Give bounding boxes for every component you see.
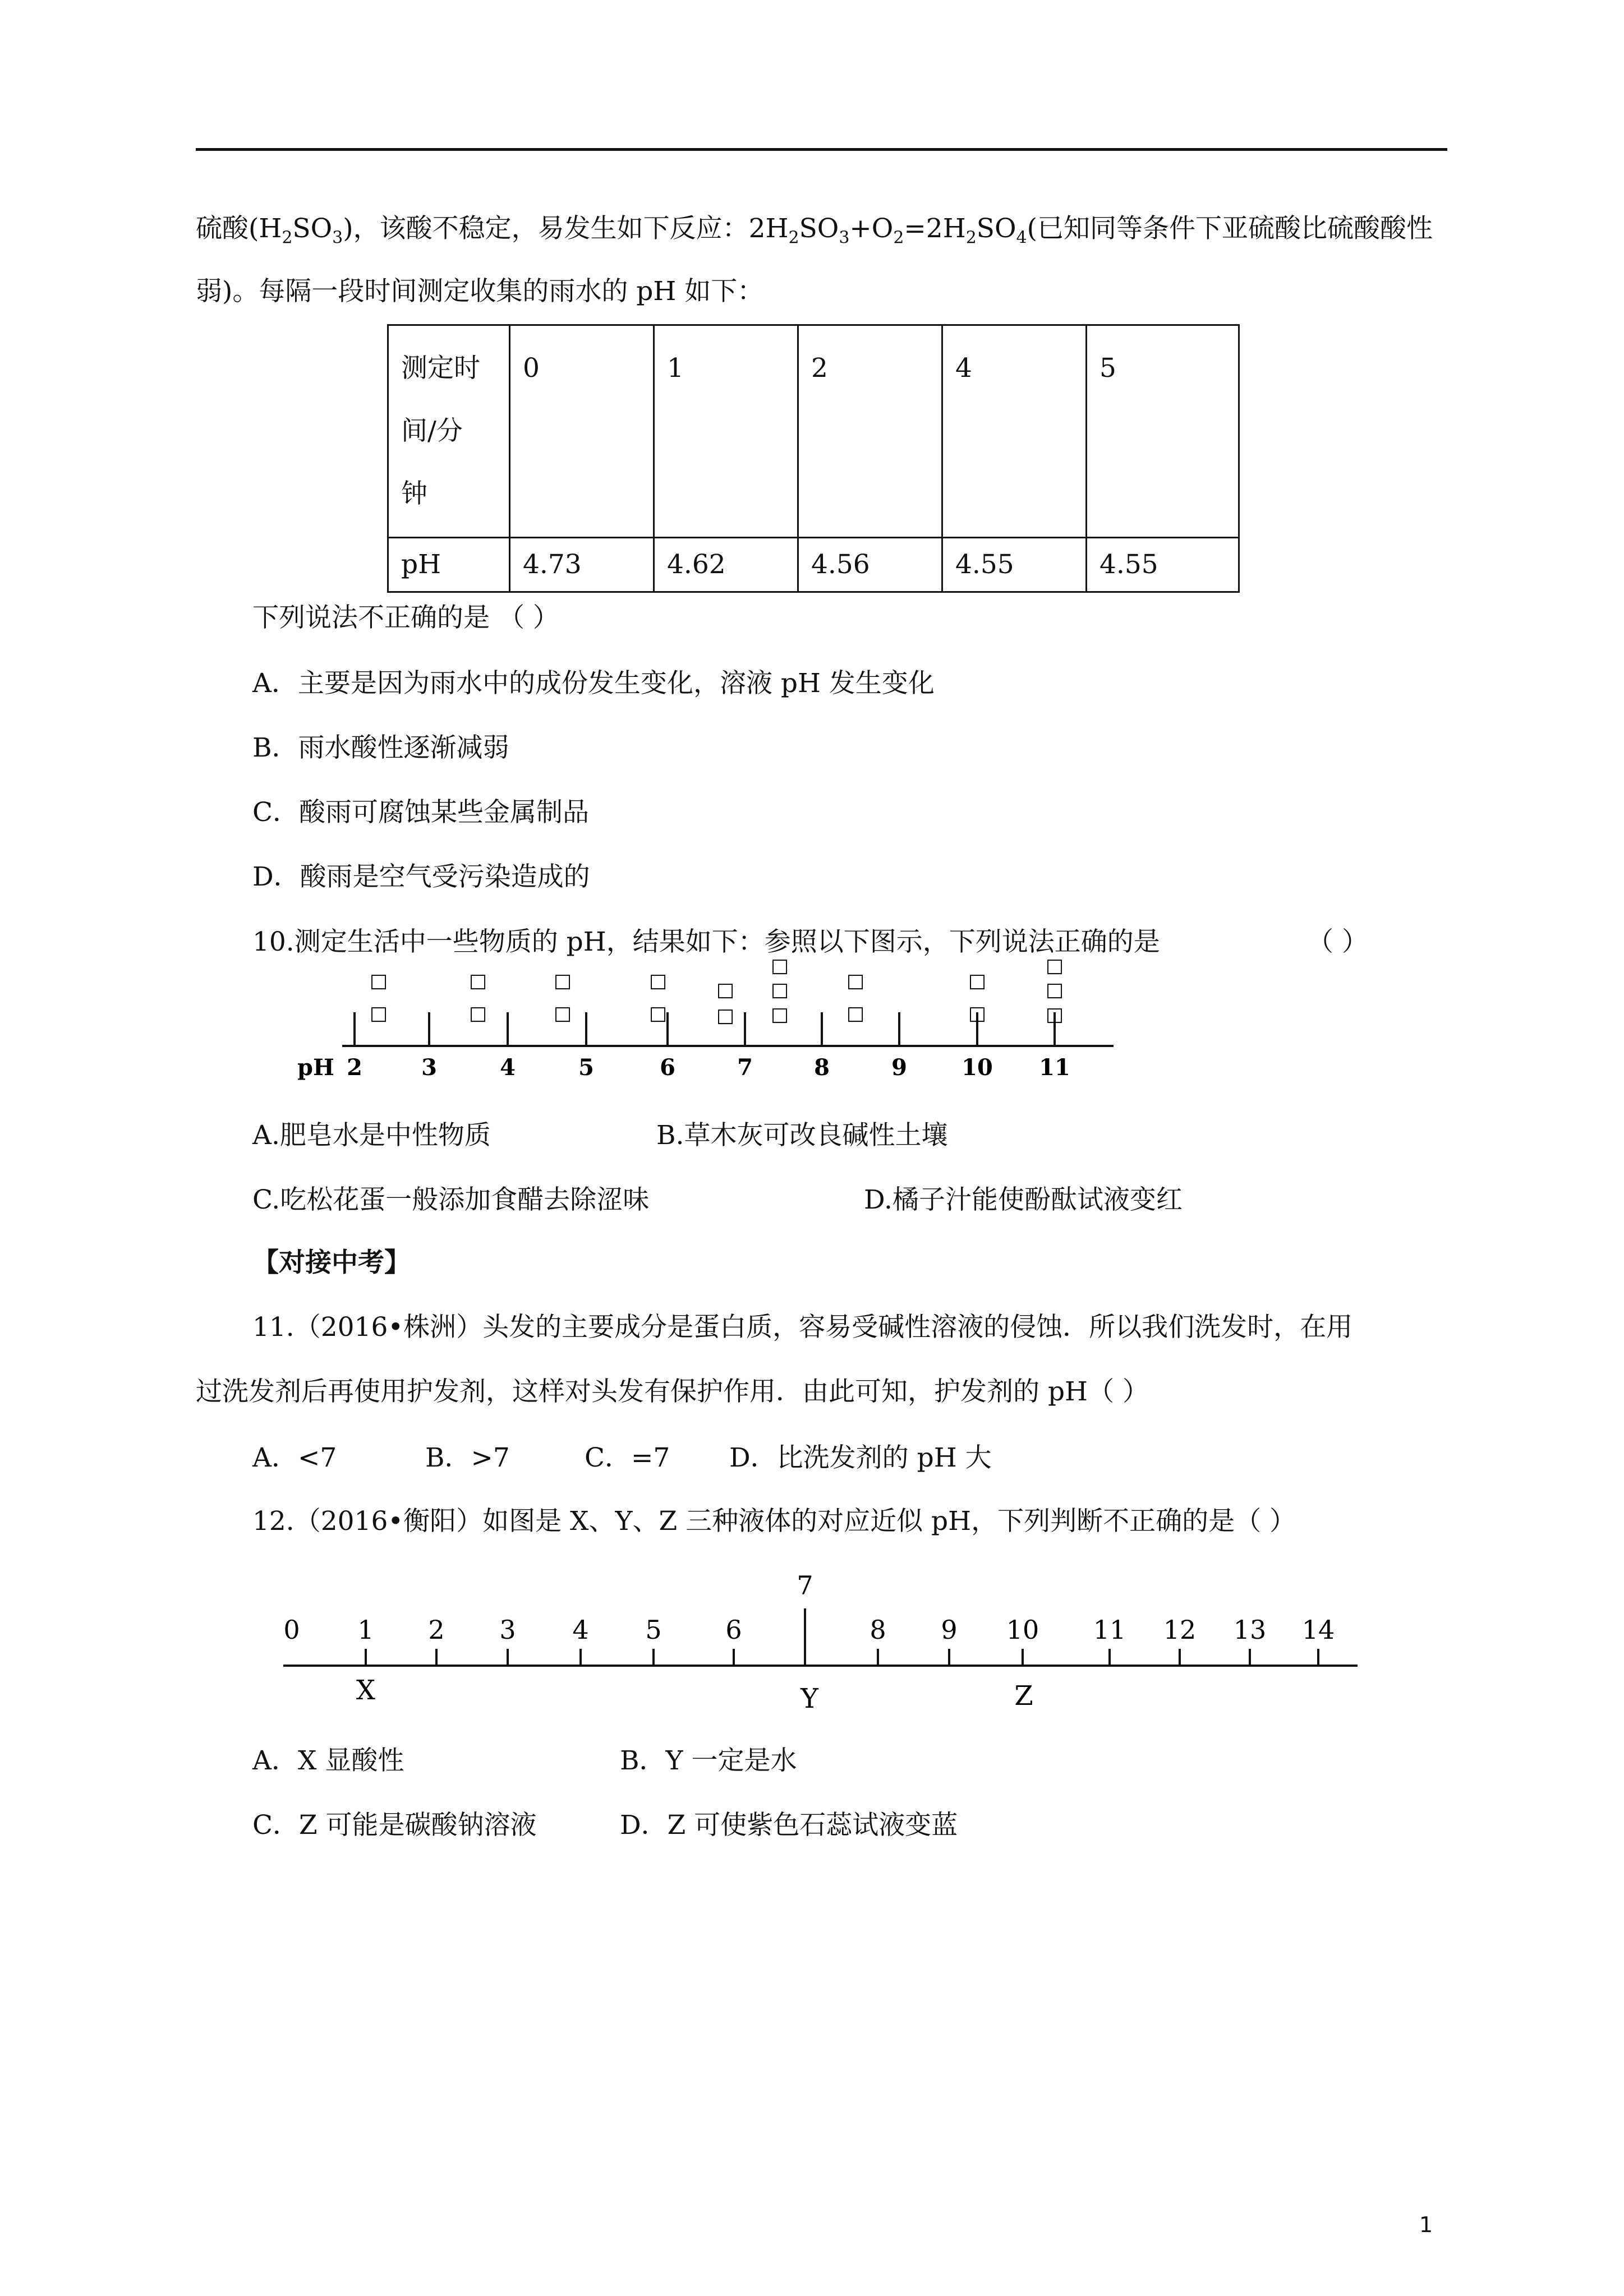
q11-option-c: C．=7	[585, 1442, 670, 1473]
q12-option-c: C．Z 可能是碳酸钠溶液	[252, 1810, 537, 1841]
q10-label-glyph: □	[648, 970, 668, 992]
q12-tick-label: 4	[572, 1615, 589, 1645]
q10-option-a: A.肥皂水是中性物质	[252, 1120, 491, 1151]
q10-answer-paren: （ ）	[1307, 926, 1368, 957]
q12-tick-label: 13	[1233, 1615, 1267, 1645]
q10-tick-label: 4	[500, 1054, 516, 1081]
q10-option-c: C.吃松花蛋一般添加食醋去除涩味	[252, 1184, 650, 1215]
q12-option-b: B．Y 一定是水	[620, 1745, 797, 1776]
q10-scale-label: pH	[297, 1054, 334, 1081]
q11-option-a: A．<7	[252, 1442, 337, 1473]
table-header-text: 间/分	[401, 416, 463, 446]
q10-stem: 10.测定生活中一些物质的 pH，结果如下：参照以下图示，下列说法正确的是	[252, 926, 1160, 957]
q12-option-a: A．X 显酸性	[252, 1745, 404, 1776]
table-cell: 4.73	[510, 538, 654, 592]
q12-option-d: D．Z 可使紫色石蕊试液变蓝	[620, 1810, 958, 1841]
q9-option-b: B．雨水酸性逐渐减弱	[252, 732, 509, 763]
intro-line-2: 弱)。每隔一段时间测定收集的雨水的 pH 如下：	[196, 276, 764, 307]
page-number: 1	[1419, 2212, 1433, 2237]
q12-tick-label: 0	[283, 1615, 300, 1645]
q11-option-b: B．>7	[425, 1442, 510, 1473]
q10-tick-label: 5	[578, 1054, 594, 1081]
q12-tick-label: 7	[797, 1570, 813, 1601]
q10-label-glyph: □	[770, 979, 789, 1001]
q9-option-c: C．酸雨可腐蚀某些金属制品	[252, 797, 589, 828]
table-cell: 2	[798, 325, 942, 538]
q10-label-glyph: □	[648, 1002, 668, 1025]
table-cell: 5	[1087, 325, 1239, 538]
q12-tick-label: 3	[499, 1615, 516, 1645]
q10-tick-label: 9	[891, 1054, 907, 1081]
q10-label-glyph: □	[968, 970, 987, 992]
q10-label-glyph: □	[968, 1002, 987, 1025]
q12-tick-label: 12	[1163, 1615, 1197, 1645]
q10-label-glyph: □	[369, 970, 388, 992]
q12-tick-label: 5	[645, 1615, 662, 1645]
q10-tick-label: 11	[1039, 1054, 1070, 1081]
q12-tick-label: 14	[1301, 1615, 1335, 1645]
q10-option-d: D.橘子汁能使酚酞试液变红	[864, 1184, 1183, 1215]
q12-label-y: Y	[801, 1683, 818, 1714]
table-cell: 1	[654, 325, 798, 538]
q9-option-d: D．酸雨是空气受污染造成的	[252, 861, 590, 892]
section-title: 【对接中考】	[252, 1247, 411, 1278]
q12-tick-label: 10	[1006, 1615, 1039, 1645]
q10-label-glyph: □	[468, 970, 487, 992]
q9-option-a: A．主要是因为雨水中的成份发生变化，溶液 pH 发生变化	[252, 668, 935, 699]
table-header-text: 钟	[401, 478, 427, 509]
q10-label-glyph: □	[1045, 1003, 1064, 1026]
q10-label-glyph: □	[1045, 955, 1064, 977]
q11-option-d: D．比洗发剂的 pH 大	[729, 1442, 992, 1473]
q10-tick-label: 10	[961, 1054, 993, 1081]
q10-label-glyph: □	[369, 1002, 388, 1025]
q10-tick-label: 3	[421, 1054, 437, 1081]
q10-tick-label: 7	[737, 1054, 753, 1081]
q12-tick-label: 6	[725, 1615, 742, 1645]
table-cell: 4	[942, 325, 1087, 538]
q12-label-z: Z	[1014, 1680, 1033, 1712]
q10-label-glyph: □	[770, 1003, 789, 1026]
q12-tick-label: 11	[1093, 1615, 1126, 1645]
table-row-label: pH	[388, 538, 510, 592]
intro-line-1: 硫酸$(H_2SO_3)$，该酸不稳定，易发生如下反应：$2H_2SO_3+O_2=2H_2SO_4$(已知同等条件下亚硫酸比硫酸酸性	[196, 213, 1433, 248]
table-header-text: 测定时	[401, 353, 480, 384]
q10-label-glyph: □	[553, 970, 572, 992]
q10-label-glyph: □	[846, 970, 865, 992]
q12-tick-label: 8	[869, 1615, 886, 1645]
table-cell: 4.55	[942, 538, 1087, 592]
q10-tick-label: 6	[660, 1054, 675, 1081]
table-cell: 4.56	[798, 538, 942, 592]
q10-label-glyph: □	[716, 979, 735, 1001]
q11-line-2: 过洗发剂后再使用护发剂，这样对头发有保护作用．由此可知，护发剂的 pH（ ）	[196, 1376, 1149, 1407]
q10-label-glyph: □	[846, 1002, 865, 1025]
q12-tick-label: 1	[357, 1615, 374, 1645]
table-cell: 4.62	[654, 538, 798, 592]
q11-line-1: 11.（2016•株洲）头发的主要成分是蛋白质，容易受碱性溶液的侵蚀．所以我们洗发时，在用	[252, 1312, 1353, 1343]
q12-tick-label: 9	[941, 1615, 958, 1645]
q10-label-glyph: □	[1045, 979, 1064, 1001]
q12-label-x: X	[356, 1675, 376, 1706]
q12-stem: 12.（2016•衡阳）如图是 X、Y、Z 三种液体的对应近似 pH，下列判断不正确的是（ ）	[252, 1506, 1296, 1537]
q12-tick-group	[283, 1570, 1335, 1666]
q10-label-glyph: □	[716, 1004, 735, 1027]
q9-stem: 下列说法不正确的是 （ ）	[252, 602, 559, 633]
q12-tick-label: 2	[428, 1615, 445, 1645]
q10-tick-label: 8	[814, 1054, 830, 1081]
q10-label-glyph: □	[553, 1002, 572, 1025]
table-cell: 0	[510, 325, 654, 538]
table-cell: 4.55	[1087, 538, 1239, 592]
q10-option-b: B.草木灰可改良碱性土壤	[656, 1120, 948, 1151]
q10-label-glyph: □	[770, 955, 789, 977]
q10-label-glyph: □	[468, 1002, 487, 1025]
q10-tick-label: 2	[347, 1054, 362, 1081]
